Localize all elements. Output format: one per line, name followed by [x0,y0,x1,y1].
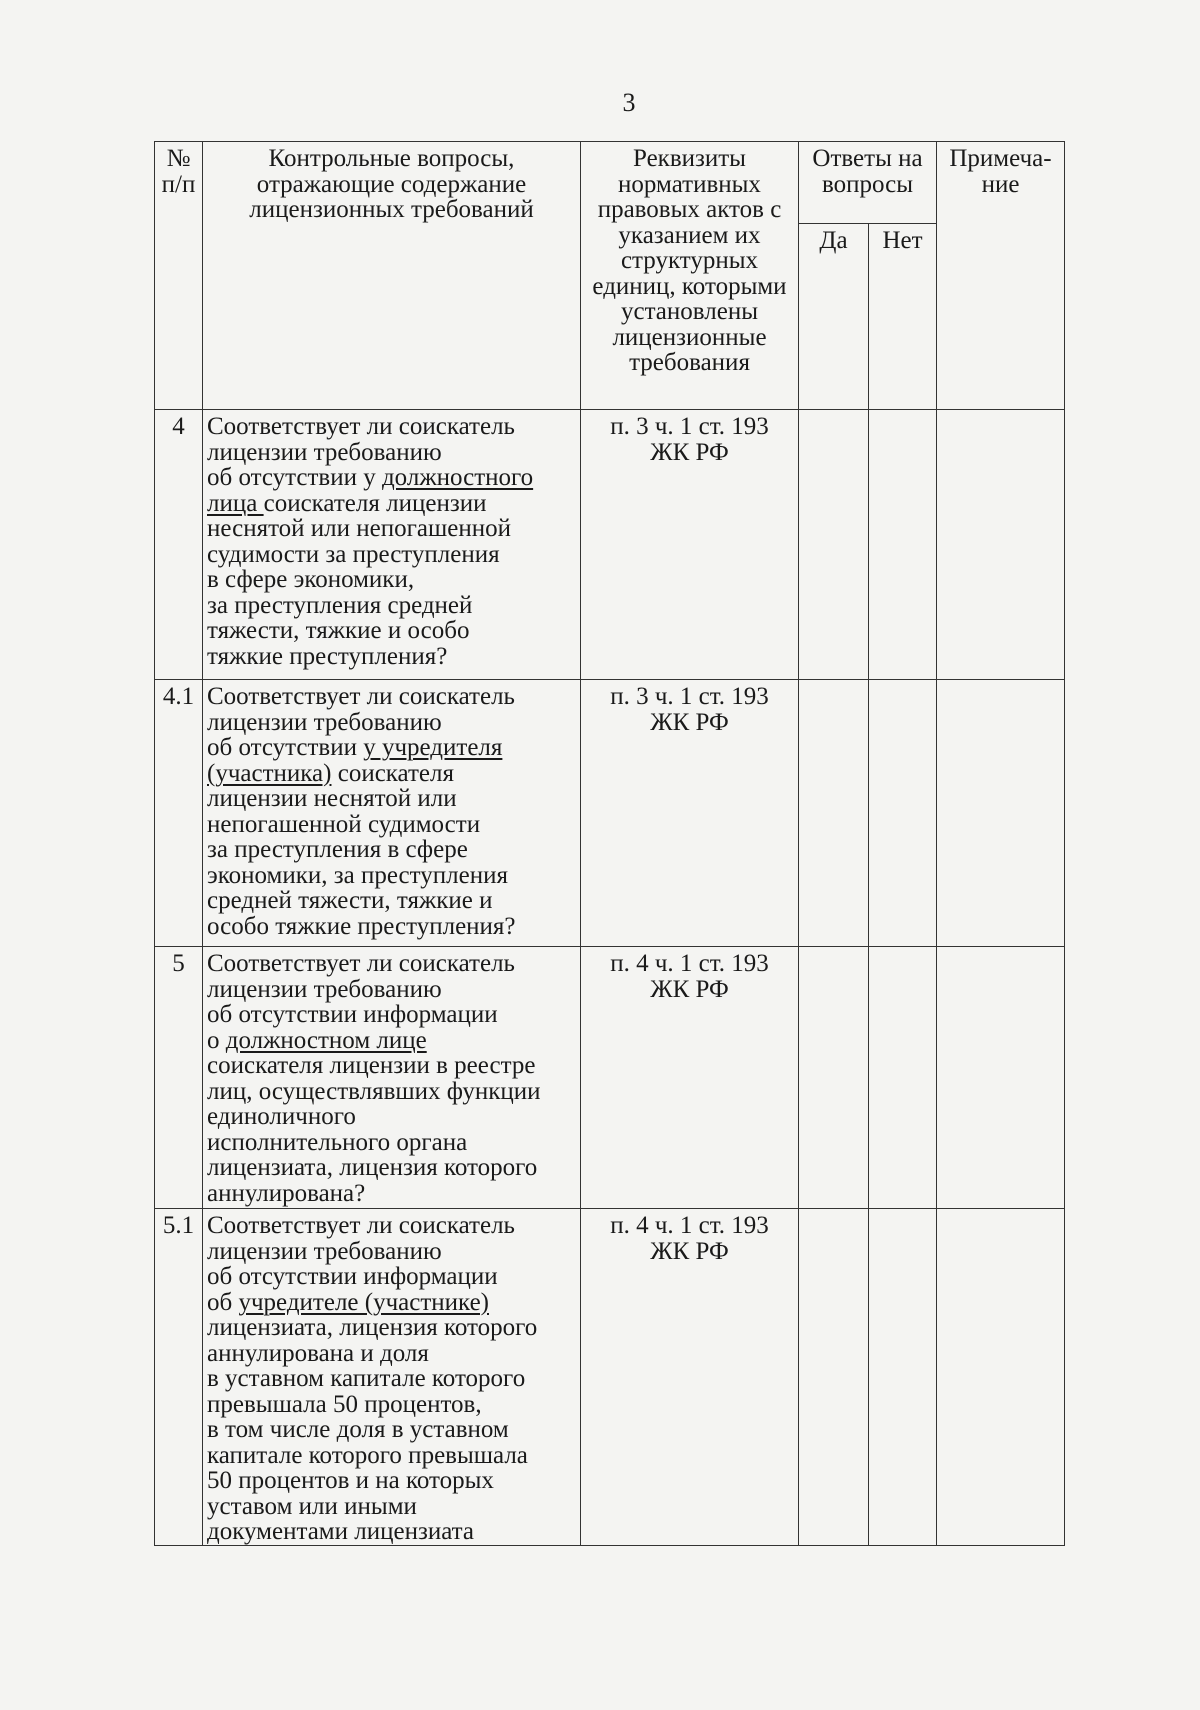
question-text: особо тяжкие преступления? [207,912,516,940]
question-text: лиц, осуществлявших функции [207,1077,541,1105]
question-line [207,593,576,619]
row-number: 5.1 [155,1209,203,1546]
question-line [207,567,576,593]
legal-reference [581,947,799,1209]
question-line [207,888,576,914]
question-line [207,837,576,863]
question-text: в уставном капитале которого [207,1365,526,1392]
question-text: соискателя [331,759,455,787]
question-line [207,1213,576,1239]
page-number: 3 [622,88,636,117]
question-line [207,1519,576,1545]
control-question [203,1209,581,1546]
answer-yes-cell[interactable] [799,947,869,1209]
question-line [207,491,576,517]
question-text: об отсутствии [207,734,364,761]
question-line [207,414,576,440]
question-line [207,1104,576,1130]
question-line [207,863,576,889]
question-line [207,1341,576,1367]
legal-reference-line: п. 4 ч. 1 ст. 193 [610,1212,769,1239]
license-requirements-checklist-table [154,141,1065,1546]
question-line [207,1028,576,1054]
question-text: лицензии неснятой или [207,785,457,812]
question-line [207,735,576,761]
question-text: лицензиата, лицензия которого [207,1314,538,1341]
question-line [207,1443,576,1469]
question-text: судимости за преступления [207,540,500,568]
question-line [207,1130,576,1156]
answer-no-cell[interactable] [869,680,937,947]
question-text: исполнительного органа [207,1128,468,1156]
table-row [155,947,1065,1209]
question-text: аннулирована? [207,1179,366,1207]
question-line [207,516,576,542]
question-line [207,440,576,466]
question-text: лицензии требованию [207,708,442,736]
question-text: 50 процентов и на которых [207,1467,494,1494]
question-text: уставом или иными [207,1492,417,1520]
question-line [207,914,576,940]
question-line [207,1264,576,1290]
answer-yes-cell[interactable] [799,410,869,680]
question-text: соискателя лицензии [263,489,487,517]
question-line [207,786,576,812]
header-requisites: Реквизиты нормативных правовых актов с указанием их структурных единиц, которыми установлены лицензионные требования [581,142,799,410]
question-underlined-text: должностного [381,464,534,491]
question-text: единоличного [207,1103,356,1130]
question-text: Соответствует ли соискатель [207,683,515,710]
row-number: 4 [155,410,203,680]
question-text: Соответствует ли соискатель [207,1212,515,1239]
legal-reference-line: ЖК РФ [650,1237,729,1265]
control-question [203,680,581,947]
question-text: непогашенной судимости [207,810,481,838]
answer-no-cell[interactable] [869,947,937,1209]
legal-reference [581,410,799,680]
question-text: за преступления в сфере [207,836,468,863]
question-underlined-text: лица [207,489,264,517]
question-line [207,644,576,670]
question-text: лицензии требованию [207,975,442,1003]
question-text: за преступления средней [207,591,473,619]
question-text: в сфере экономики, [207,566,415,593]
question-text: документами лицензиата [207,1518,474,1545]
answer-no-cell[interactable] [869,410,937,680]
legal-reference-line: п. 4 ч. 1 ст. 193 [610,950,769,977]
question-text: тяжести, тяжкие и особо [207,617,470,644]
note-cell[interactable] [937,1209,1065,1546]
question-text: аннулирована и доля [207,1339,429,1367]
question-text: неснятой или непогашенной [207,515,511,542]
question-line [207,684,576,710]
question-text: об отсутствии информации [207,1263,498,1290]
question-line [207,465,576,491]
question-text: в том числе доля в уставном [207,1416,509,1443]
header-row [155,142,1065,224]
question-line [207,1366,576,1392]
legal-reference-line: п. 3 ч. 1 ст. 193 [610,683,769,710]
note-cell[interactable] [937,947,1065,1209]
question-text: лицензии требованию [207,438,442,466]
question-text: об отсутствии у [207,464,382,491]
header-yes: Да [799,224,869,410]
control-question [203,410,581,680]
legal-reference [581,680,799,947]
row-number: 4.1 [155,680,203,947]
question-underlined-text: должностном лице [225,1026,427,1054]
question-line [207,1494,576,1520]
legal-reference [581,1209,799,1546]
table-row [155,410,1065,680]
question-line [207,1417,576,1443]
question-underlined-text: (участника) [207,759,332,787]
answer-no-cell[interactable] [869,1209,937,1546]
table-row [155,1209,1065,1546]
question-underlined-text: учредителе (участнике) [238,1288,489,1316]
question-line [207,812,576,838]
legal-reference-line: п. 3 ч. 1 ст. 193 [610,413,769,440]
question-text: лицензии требованию [207,1237,442,1265]
legal-reference-line: ЖК РФ [650,708,729,736]
question-line [207,1392,576,1418]
question-line [207,951,576,977]
legal-reference-line: ЖК РФ [650,975,729,1003]
note-cell[interactable] [937,410,1065,680]
question-line [207,1239,576,1265]
question-line [207,1002,576,1028]
question-text: о [207,1026,226,1054]
question-text: экономики, за преступления [207,861,508,889]
question-text: тяжкие преступления? [207,642,448,670]
question-text: соискателя лицензии в реестре [207,1052,536,1079]
question-text: средней тяжести, тяжкие и [207,887,493,914]
header-note: Примеча-ние [937,142,1065,410]
header-answers: Ответы на вопросы [799,142,937,224]
question-line [207,1079,576,1105]
header-questions: Контрольные вопросы, отражающие содержание лицензионных требований [203,142,581,410]
table-row [155,680,1065,947]
question-line [207,1315,576,1341]
question-underlined-text: у учредителя [363,734,503,761]
row-number: 5 [155,947,203,1209]
question-line [207,710,576,736]
question-line [207,1155,576,1181]
question-text: Соответствует ли соискатель [207,413,515,440]
question-line [207,977,576,1003]
note-cell[interactable] [937,680,1065,947]
question-text: об [207,1288,239,1316]
question-text: капитале которого превышала [207,1441,528,1469]
question-line [207,618,576,644]
question-line [207,761,576,787]
header-num: № п/п [155,142,203,410]
question-line [207,1468,576,1494]
control-question [203,947,581,1209]
header-no: Нет [869,224,937,410]
question-line [207,1290,576,1316]
legal-reference-line: ЖК РФ [650,438,729,466]
question-text: об отсутствии информации [207,1001,498,1028]
answer-yes-cell[interactable] [799,1209,869,1546]
question-text: превышала 50 процентов, [207,1390,482,1418]
question-line [207,542,576,568]
question-text: лицензиата, лицензия которого [207,1154,538,1181]
question-line [207,1053,576,1079]
question-line [207,1181,576,1207]
answer-yes-cell[interactable] [799,680,869,947]
question-text: Соответствует ли соискатель [207,950,515,977]
